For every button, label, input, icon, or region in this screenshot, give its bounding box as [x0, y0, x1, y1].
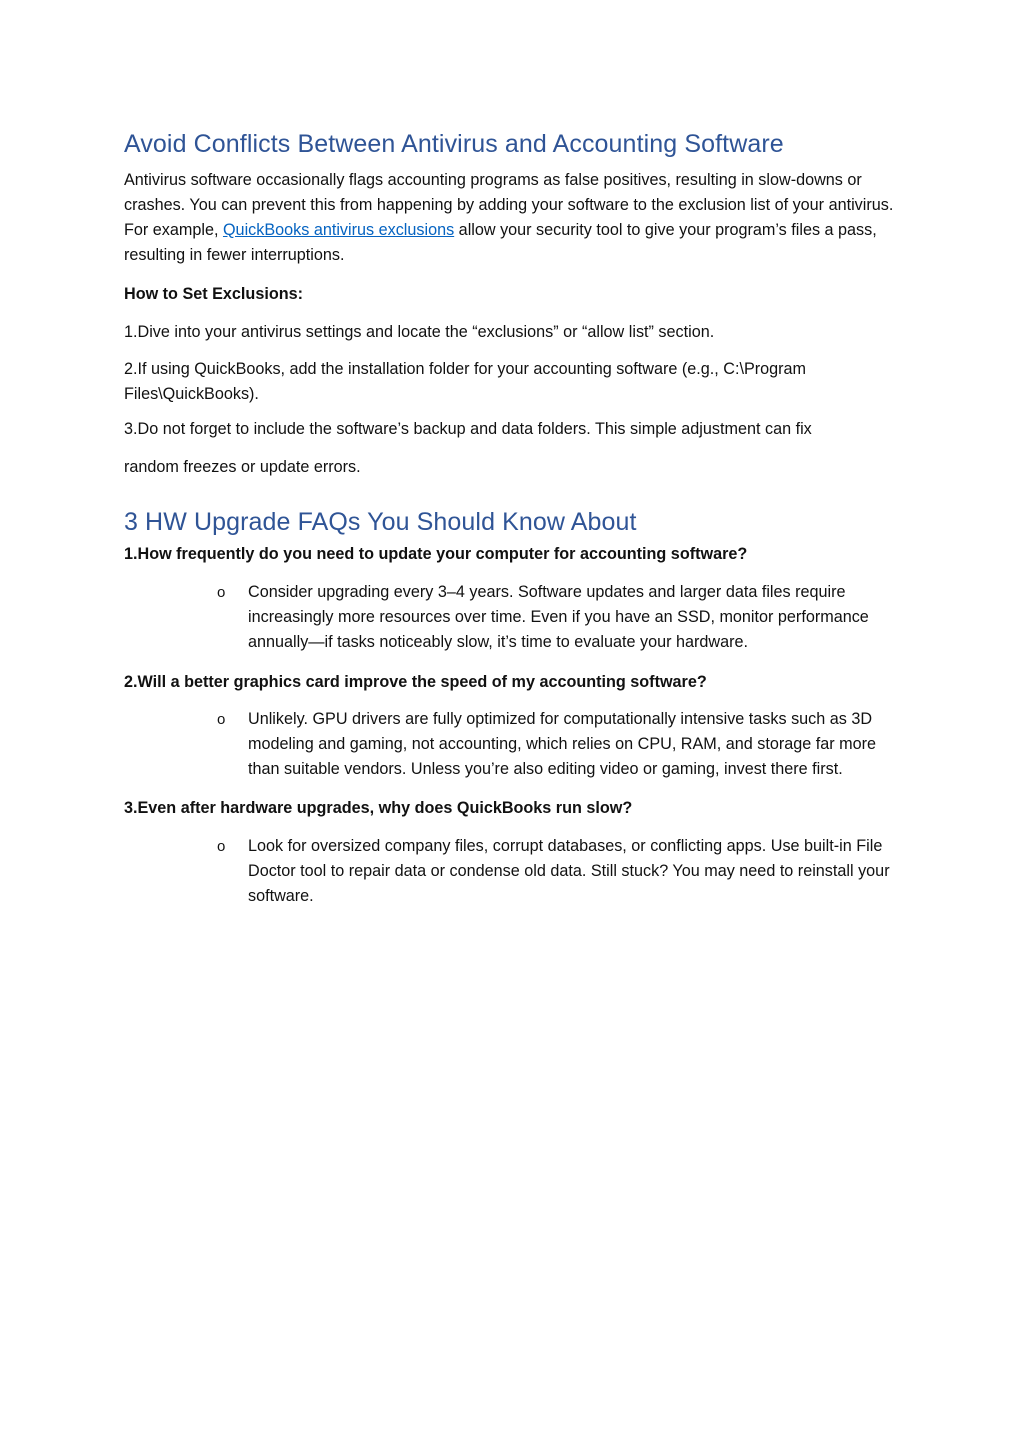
exclusion-step-3-continued: random freezes or update errors.: [124, 458, 361, 476]
quickbooks-exclusions-link[interactable]: QuickBooks antivirus exclusions: [222, 221, 455, 239]
document-content: [124, 126, 899, 909]
faq-question-3: 3.Even after hardware upgrades, why does QuickBooks run slow?: [124, 799, 633, 817]
bullet-icon: o: [217, 711, 226, 728]
faq-question-2: 2.Will a better graphics card improve the speed of my accounting software?: [124, 673, 707, 691]
section-heading-antivirus: Avoid Conflicts Between Antivirus and Accounting Software: [124, 130, 784, 158]
exclusion-step-3: 3.Do not forget to include the software’s backup and data folders. This simple adjustment can fix: [124, 420, 812, 438]
faq-answer-3-text: Look for oversized company files, corrupt databases, or conflicting apps. Use built-in File Doctor tool to repair data or condense old data. Still stuck? You may need to reinstall your software.: [248, 837, 890, 905]
exclusion-step-2: 2.If using QuickBooks, add the installation folder for your accounting software (e.g., C:\Program Files\QuickBooks).: [124, 360, 807, 403]
intro-text-after-link: allow your security tool to give your program’s files a pass, resulting in fewer interruptions.: [124, 221, 877, 264]
faq-question-1: 1.How frequently do you need to update your computer for accounting software?: [124, 545, 748, 563]
exclusions-subheading: How to Set Exclusions:: [124, 285, 303, 303]
exclusion-step-1: 1.Dive into your antivirus settings and locate the “exclusions” or “allow list” section.: [124, 323, 715, 341]
intro-paragraph: [124, 168, 896, 268]
intro-text-before-link: Antivirus software occasionally flags accounting programs as false positives, resulting in slow-downs or crashes. You can prevent this from happening by adding your software to the exclusion list of your antivirus. For example,: [124, 171, 894, 239]
faq-answer-3: [124, 834, 899, 909]
faq-answer-1-text: Consider upgrading every 3–4 years. Software updates and larger data files require increasingly more resources over time. Even if you have an SSD, monitor performance annually—if tasks noticeably slow, it’s time to evaluate your hardware.: [248, 583, 869, 651]
faq-answer-1: [124, 580, 899, 655]
bullet-icon: o: [217, 584, 226, 601]
section-heading-faqs: 3 HW Upgrade FAQs You Should Know About: [124, 508, 637, 536]
bullet-icon: o: [217, 838, 226, 855]
faq-answer-2-text: Unlikely. GPU drivers are fully optimized for computationally intensive tasks such as 3D modeling and gaming, not accounting, which relies on CPU, RAM, and storage far more than suitable vendors. Unless you’re also editing video or gaming, invest there first.: [248, 710, 877, 778]
faq-answer-2: [124, 707, 899, 782]
